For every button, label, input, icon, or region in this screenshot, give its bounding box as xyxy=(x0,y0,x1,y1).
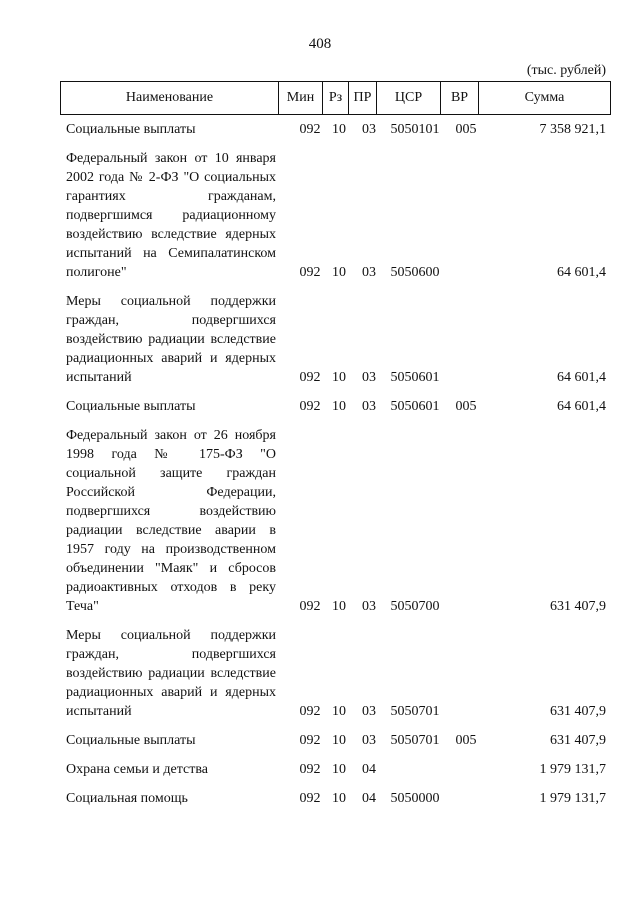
row-vr: 005 xyxy=(455,733,477,748)
row-pr: 03 xyxy=(362,399,376,414)
table-row xyxy=(60,149,610,282)
row-name: Меры социальной поддержки граждан, подвергшихся воздействию радиации вследствие радиационных аварий и ядерных испытаний xyxy=(66,294,276,385)
row-min: 092 xyxy=(299,122,321,137)
row-min: 092 xyxy=(299,762,321,777)
row-name: Охрана семьи и детства xyxy=(66,762,208,777)
row-rz: 10 xyxy=(332,704,346,719)
row-min: 092 xyxy=(299,370,321,385)
row-sum: 631 407,9 xyxy=(550,704,606,719)
table-row xyxy=(60,292,610,387)
row-rz: 10 xyxy=(332,599,346,614)
header-pr: ПР xyxy=(349,82,377,115)
row-csr: 5050601 xyxy=(390,370,440,385)
table-row xyxy=(60,789,610,808)
row-sum: 64 601,4 xyxy=(557,370,606,385)
row-csr: 5050701 xyxy=(390,733,440,748)
header-rz: Рз xyxy=(323,82,349,115)
row-csr: 5050700 xyxy=(390,599,440,614)
row-name: Федеральный закон от 26 ноября 1998 года № 175-ФЗ "О социальной защите граждан Российской Федерации, подвергшихся воздействию радиации вследствие аварии в 1957 году на производственном объединении "Маяк" и сбросов радиоактивных отходов в реку Теча" xyxy=(66,428,276,614)
row-csr: 5050601 xyxy=(390,399,440,414)
row-sum: 631 407,9 xyxy=(550,733,606,748)
table-row xyxy=(60,397,610,416)
row-vr: 005 xyxy=(455,122,477,137)
row-min: 092 xyxy=(299,399,321,414)
row-rz: 10 xyxy=(332,122,346,137)
row-rz: 10 xyxy=(332,370,346,385)
row-pr: 03 xyxy=(362,265,376,280)
units-label: (тыс. рублей) xyxy=(526,63,606,78)
header-vr: ВР xyxy=(441,82,479,115)
header-min: Мин xyxy=(279,82,323,115)
row-min: 092 xyxy=(299,599,321,614)
table-row xyxy=(60,120,610,139)
row-csr: 5050701 xyxy=(390,704,440,719)
row-name: Социальная помощь xyxy=(66,791,188,806)
row-sum: 64 601,4 xyxy=(557,265,606,280)
row-pr: 03 xyxy=(362,122,376,137)
row-sum: 7 358 921,1 xyxy=(539,122,606,137)
row-csr: 5050600 xyxy=(390,265,440,280)
row-name: Социальные выплаты xyxy=(66,733,196,748)
table-row xyxy=(60,626,610,721)
header-csr: ЦСР xyxy=(377,82,441,115)
row-pr: 03 xyxy=(362,704,376,719)
row-pr: 04 xyxy=(362,791,376,806)
row-csr: 5050101 xyxy=(390,122,440,137)
row-vr xyxy=(446,760,486,779)
row-min: 092 xyxy=(299,704,321,719)
table-row xyxy=(60,426,610,616)
row-sum: 1 979 131,7 xyxy=(539,762,606,777)
row-min: 092 xyxy=(299,733,321,748)
row-name: Социальные выплаты xyxy=(66,122,196,137)
row-pr: 04 xyxy=(362,762,376,777)
row-vr xyxy=(446,789,486,808)
row-vr xyxy=(446,368,486,387)
page-number: 408 xyxy=(308,36,332,52)
row-vr xyxy=(446,263,486,282)
row-rz: 10 xyxy=(332,265,346,280)
row-min: 092 xyxy=(299,791,321,806)
row-pr: 03 xyxy=(362,733,376,748)
row-vr: 005 xyxy=(455,399,477,414)
table-body xyxy=(60,120,610,818)
row-rz: 10 xyxy=(332,733,346,748)
row-sum: 631 407,9 xyxy=(550,599,606,614)
row-csr xyxy=(380,760,450,779)
row-pr: 03 xyxy=(362,370,376,385)
row-min: 092 xyxy=(299,265,321,280)
header-sum: Сумма xyxy=(479,82,611,115)
row-pr: 03 xyxy=(362,599,376,614)
row-name: Федеральный закон от 10 января 2002 года № 2-ФЗ "О социальных гарантиях гражданам, подвергшимся радиационному воздействию вследствие ядерных испытаний на Семипалатинском полигоне" xyxy=(66,151,276,280)
row-vr xyxy=(446,597,486,616)
row-sum: 64 601,4 xyxy=(557,399,606,414)
row-name: Социальные выплаты xyxy=(66,399,196,414)
row-name: Меры социальной поддержки граждан, подвергшихся воздействию радиации вследствие радиационных аварий и ядерных испытаний xyxy=(66,628,276,719)
row-vr xyxy=(446,702,486,721)
table-header xyxy=(60,81,611,115)
row-csr: 5050000 xyxy=(390,791,440,806)
row-rz: 10 xyxy=(332,791,346,806)
row-sum: 1 979 131,7 xyxy=(539,791,606,806)
header-name: Наименование xyxy=(61,82,279,115)
table-row xyxy=(60,760,610,779)
row-rz: 10 xyxy=(332,399,346,414)
row-rz: 10 xyxy=(332,762,346,777)
table-row xyxy=(60,731,610,750)
